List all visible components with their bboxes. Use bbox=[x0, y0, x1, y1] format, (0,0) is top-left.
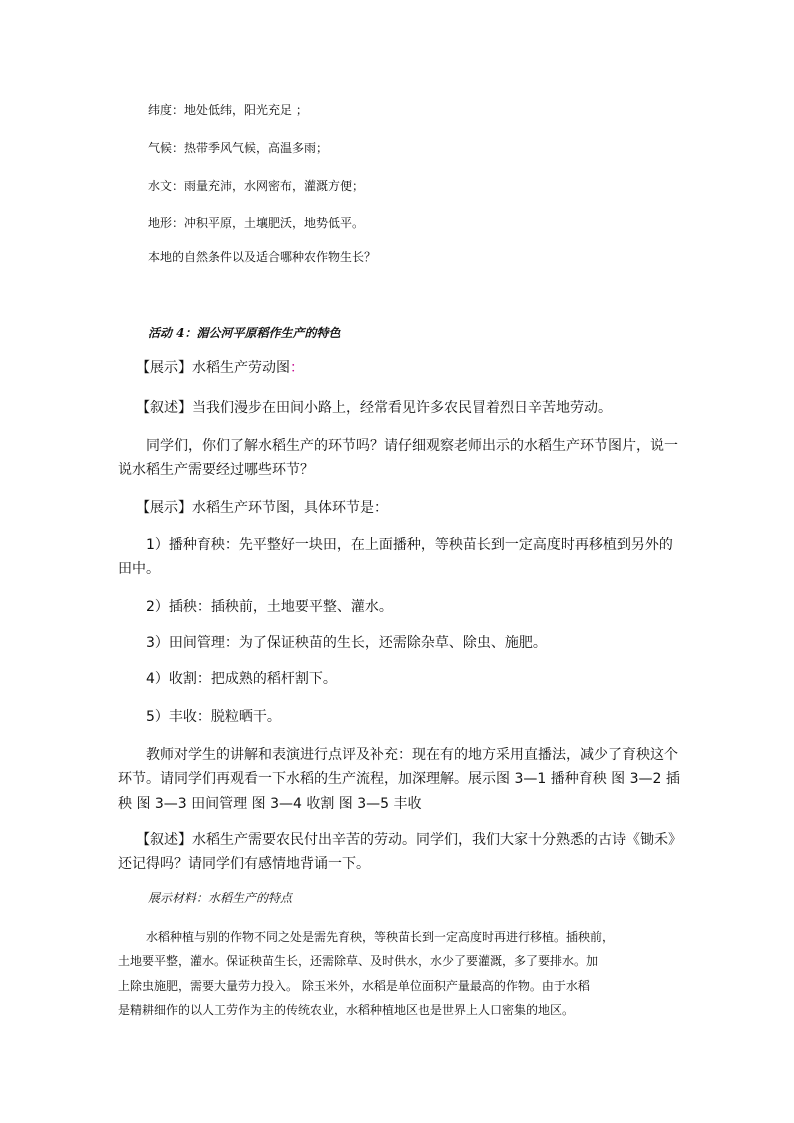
material-line-1: 水稻种植与别的作物不同之处是需先育秧，等秧苗长到一定高度时再进行移植。插秧前， bbox=[146, 930, 615, 944]
show-labor-text: 【展示】水稻生产劳动图 bbox=[136, 360, 290, 376]
show-labor-colon: ： bbox=[290, 360, 304, 376]
step-5: 5）丰收：脱粒晒干。 bbox=[146, 709, 281, 725]
condition-terrain: 地形：冲积平原，土壤肥沃，地势低平。 bbox=[148, 216, 365, 230]
activity-title: 活动 4：湄公河平原稻作生产的特色 bbox=[148, 326, 341, 340]
question-line-2: 说水稻生产需要经过哪些环节？ bbox=[118, 462, 314, 478]
narrate-1: 【叙述】当我们漫步在田间小路上，经常看见许多农民冒着烈日辛苦地劳动。 bbox=[136, 400, 612, 416]
question-line-1: 同学们，你们了解水稻生产的环节吗？请仔细观察老师出示的水稻生产环节图片，说一 bbox=[146, 438, 678, 454]
material-title: 展示材料：水稻生产的特点 bbox=[148, 891, 293, 905]
show-steps: 【展示】水稻生产环节图，具体环节是： bbox=[136, 500, 388, 516]
step-1: 1）播种育秧：先平整好一块田，在上面播种，等秧苗长到一定高度时再移植到另外的 bbox=[146, 537, 673, 553]
condition-question: 本地的自然条件以及适合哪种农作物生长？ bbox=[148, 250, 377, 264]
teacher-line-1: 教师对学生的讲解和表演进行点评及补充：现在有的地方采用直播法，减少了育秧这个 bbox=[146, 747, 678, 763]
step-2: 2）插秧：插秧前，土地要平整、灌水。 bbox=[146, 599, 393, 615]
condition-climate: 气候：热带季风气候，高温多雨； bbox=[148, 141, 329, 155]
teacher-line-3: 秧 图 3—3 田间管理 图 3—4 收割 图 3—5 丰收 bbox=[118, 796, 422, 812]
step-3: 3）田间管理：为了保证秧苗的生长，还需除杂草、除虫、施肥。 bbox=[146, 635, 547, 651]
show-labor-line bbox=[136, 357, 304, 377]
step-4: 4）收割：把成熟的稻杆割下。 bbox=[146, 671, 337, 687]
condition-hydrology: 水文：雨量充沛，水网密布，灌溉方便； bbox=[148, 179, 365, 193]
material-line-2: 土地要平整，灌水。保证秧苗生长，还需除草、及时供水，水少了要灌溉，多了要排水。加 bbox=[118, 954, 599, 968]
material-line-4: 是精耕细作的以人工劳作为主的传统农业，水稻种植地区也是世界上人口密集的地区。 bbox=[118, 1003, 575, 1017]
narrate-2-line-1: 【叙述】水稻生产需要农民付出辛苦的劳动。同学们，我们大家十分熟悉的古诗《锄禾》 bbox=[136, 832, 682, 848]
condition-latitude: 纬度：地处低纬，阳光充足 ； bbox=[148, 103, 308, 117]
step-1-cont: 田中。 bbox=[118, 561, 160, 577]
teacher-line-2: 环节。请同学们再观看一下水稻的生产流程，加深理解。展示图 3—1 播种育秧 图 3—2 插 bbox=[118, 771, 680, 787]
material-line-3: 上除虫施肥，需要大量劳力投入。 除玉米外，水稻是单位面积产量最高的作物。由于水稻 bbox=[118, 979, 590, 993]
narrate-2-line-2: 还记得吗？请同学们有感情地背诵一下。 bbox=[118, 856, 370, 872]
